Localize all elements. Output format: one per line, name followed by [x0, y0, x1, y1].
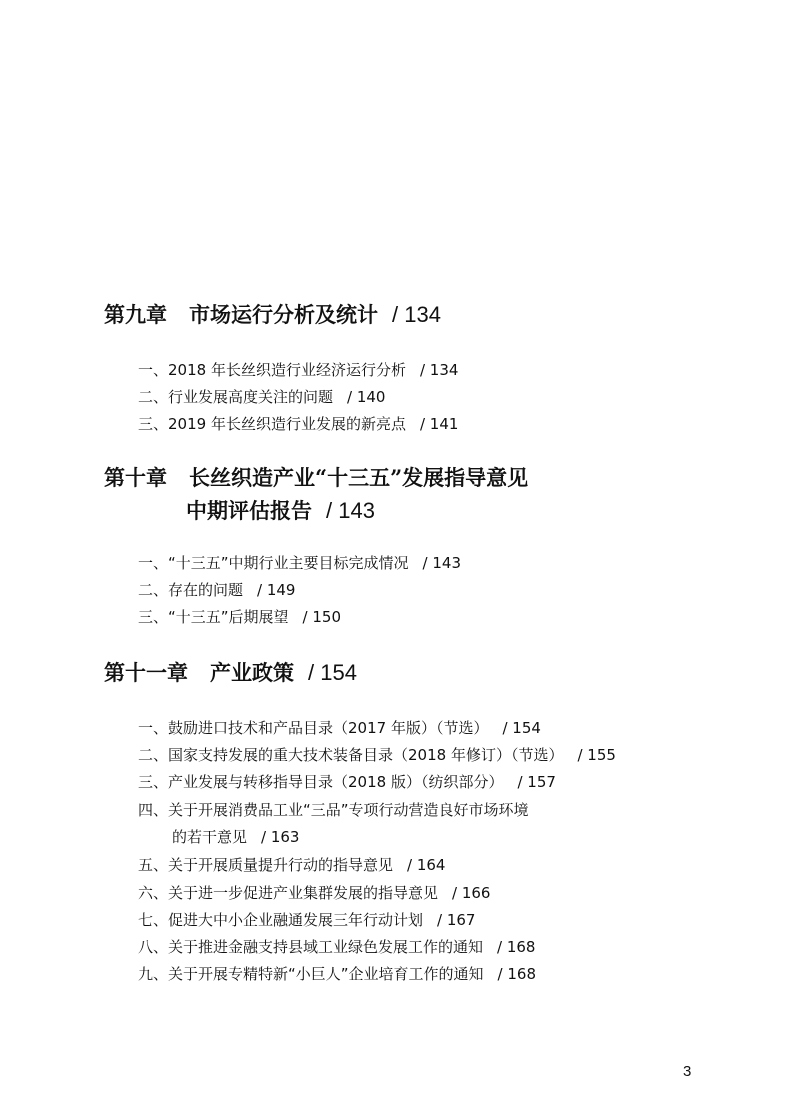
entry-page: / 168	[497, 938, 536, 956]
entry-page: / 157	[517, 773, 556, 791]
toc-entry: 二、行业发展高度关注的问题 / 140	[138, 388, 386, 406]
toc-entry: 七、促进大中小企业融通发展三年行动计划 / 167	[138, 911, 476, 929]
entry-page: / 143	[422, 554, 461, 572]
toc-entry: 一、鼓励进口技术和产品目录（2017 年版）（节选） / 154	[138, 719, 541, 737]
toc-entry: 四、关于开展消费品工业“三品”专项行动营造良好市场环境	[138, 801, 529, 819]
entry-page: / 134	[419, 361, 459, 379]
toc-entry: 九、关于开展专精特新“小巨人”企业培育工作的通知 / 168	[138, 965, 536, 983]
toc-entry: 二、国家支持发展的重大技术装备目录（2018 年修订）（节选） / 155	[138, 746, 616, 764]
toc-entry: 一、“十三五”中期行业主要目标完成情况 / 143	[138, 554, 461, 572]
chapter-number: 第十一章	[104, 660, 188, 685]
toc-entry: 三、2019 年长丝织造行业发展的新亮点 / 141	[138, 415, 459, 433]
chapter-heading-11	[104, 658, 357, 688]
chapter-title-cont: 中期评估报告	[186, 498, 312, 523]
entry-page: / 155	[577, 746, 616, 764]
chapter-title: 市场运行分析及统计	[189, 302, 378, 327]
chapter-page: / 143	[326, 498, 375, 523]
chapter-title: 产业政策	[210, 660, 294, 685]
chapter-title: 长丝织造产业“十三五”发展指导意见	[189, 465, 529, 490]
entry-page: / 164	[407, 856, 446, 874]
toc-entry: 六、关于进一步促进产业集群发展的指导意见 / 166	[138, 884, 491, 902]
entry-page: / 149	[257, 581, 296, 599]
chapter-number: 第九章	[104, 302, 167, 327]
toc-entry: 一、2018 年长丝织造行业经济运行分析 / 134	[138, 361, 459, 379]
chapter-number: 第十章	[104, 465, 167, 490]
toc-entry: 三、“十三五”后期展望 / 150	[138, 608, 341, 626]
entry-page: / 168	[497, 965, 536, 983]
entry-page: / 167	[437, 911, 476, 929]
toc-entry-continued: 的若干意见 / 163	[172, 828, 300, 846]
chapter-heading-9	[104, 300, 441, 330]
toc-entry: 二、存在的问题 / 149	[138, 581, 296, 599]
toc-entry: 五、关于开展质量提升行动的指导意见 / 164	[138, 856, 446, 874]
entry-page: / 150	[302, 608, 341, 626]
entry-page: / 140	[347, 388, 386, 406]
entry-page: / 163	[261, 828, 300, 846]
entry-page: / 141	[419, 415, 459, 433]
page-number: 3	[683, 1063, 692, 1080]
toc-entry: 八、关于推进金融支持县域工业绿色发展工作的通知 / 168	[138, 938, 536, 956]
chapter-page: / 154	[308, 660, 357, 685]
chapter-heading-10-line2	[186, 496, 375, 526]
entry-page: / 154	[502, 719, 541, 737]
chapter-heading-10	[104, 463, 528, 493]
toc-entry: 三、产业发展与转移指导目录（2018 版）（纺织部分） / 157	[138, 773, 556, 791]
chapter-page: / 134	[392, 302, 441, 327]
entry-page: / 166	[452, 884, 491, 902]
